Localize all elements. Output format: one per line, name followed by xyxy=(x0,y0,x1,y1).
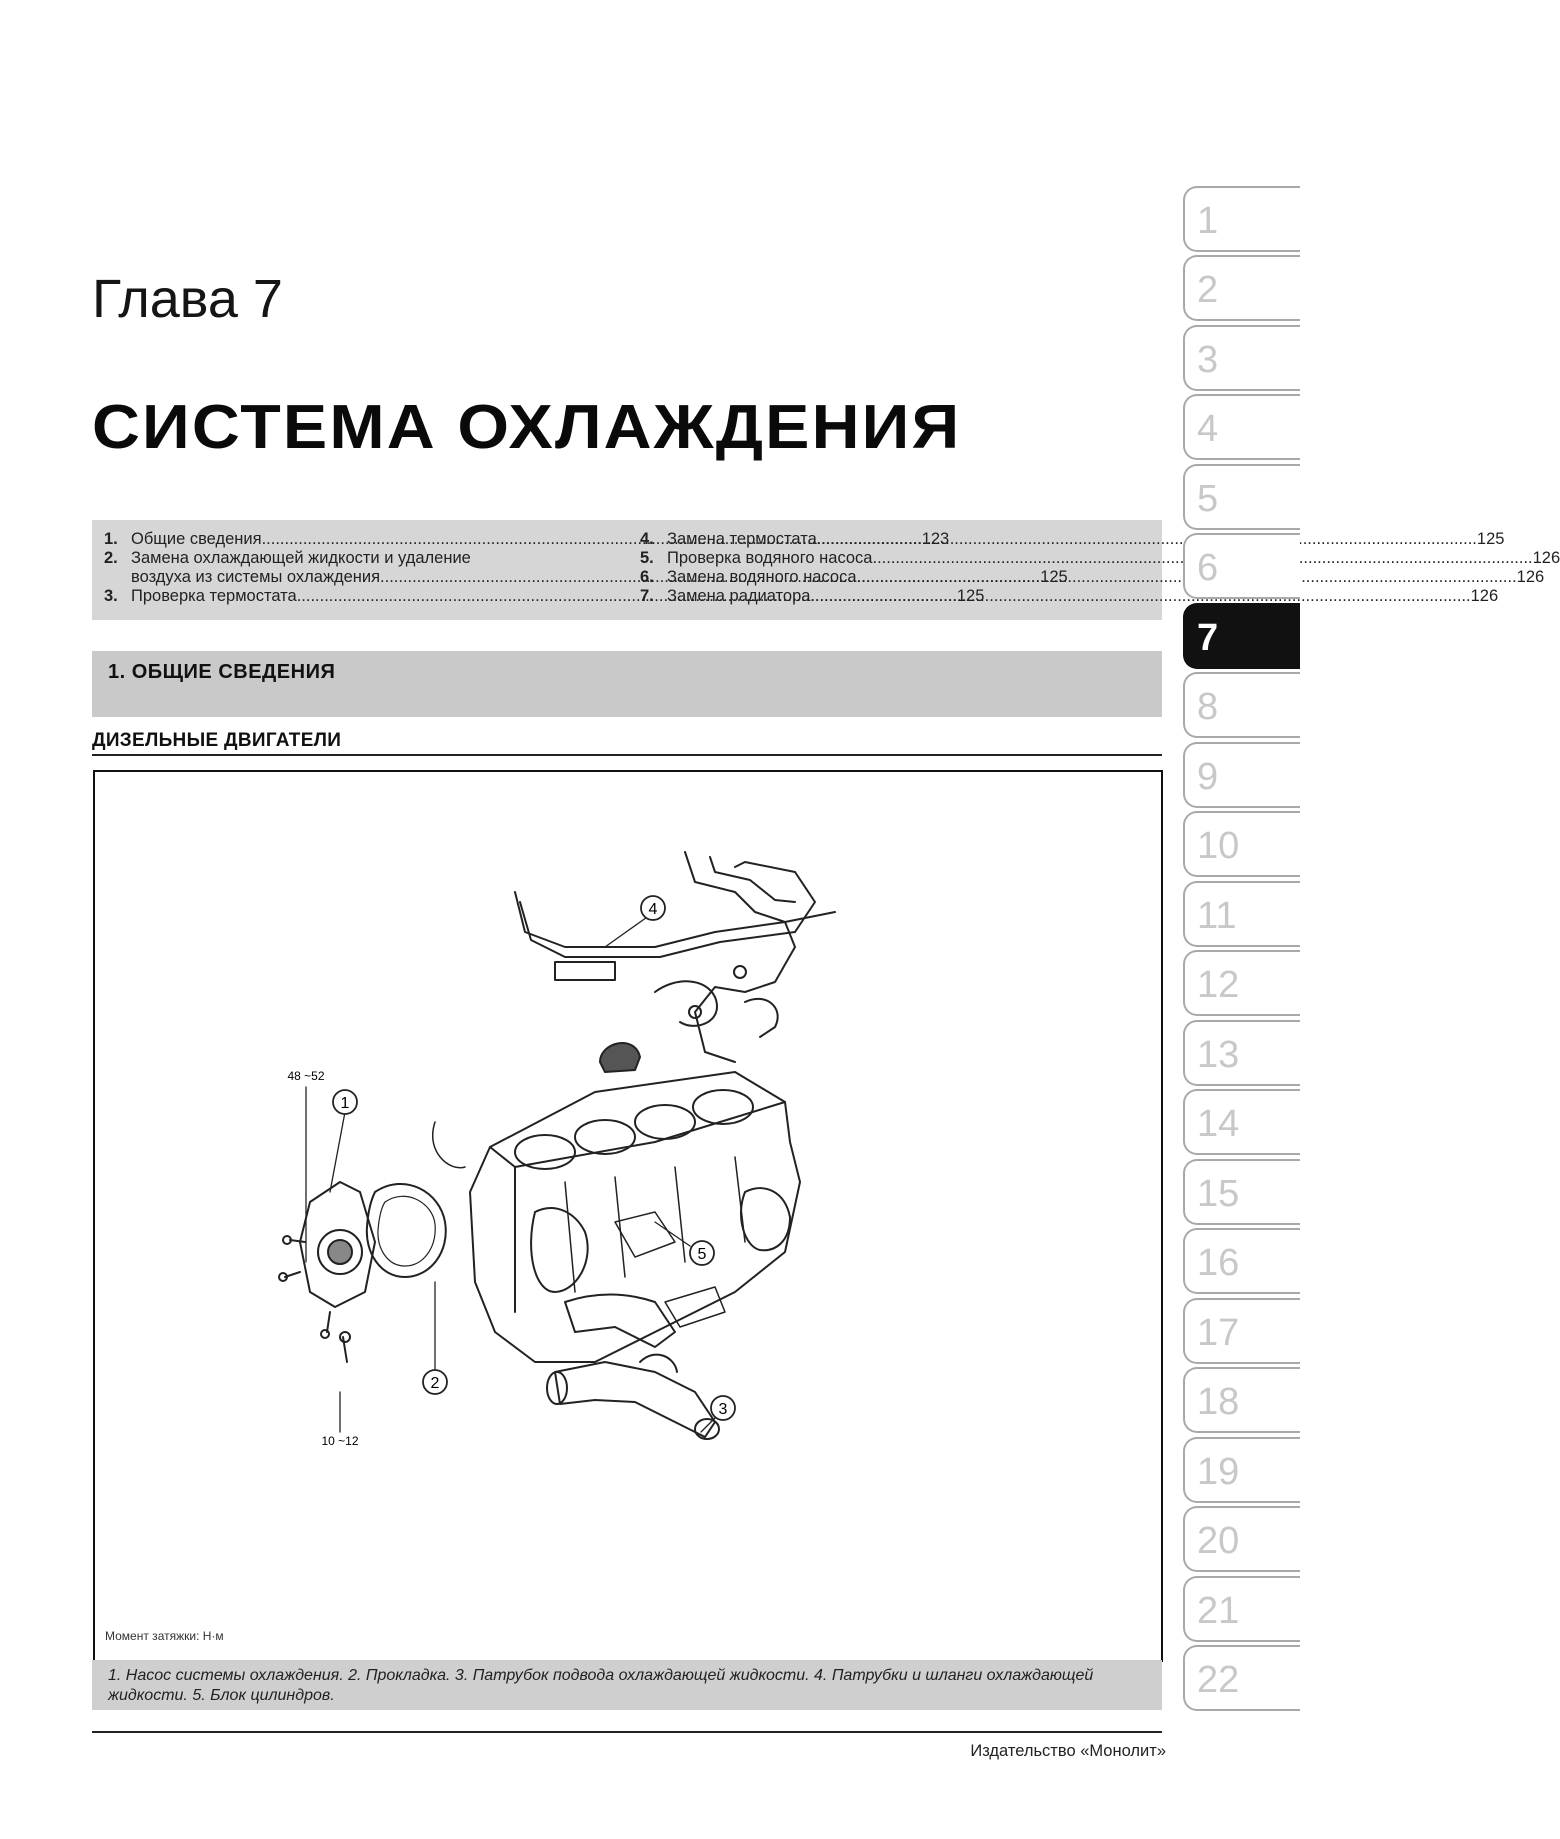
chapter-tab-label: 18 xyxy=(1197,1381,1240,1423)
toc-item[interactable] xyxy=(640,549,1560,568)
toc-item[interactable] xyxy=(640,530,1505,549)
chapter-tab-17[interactable] xyxy=(1183,1298,1300,1364)
figure-caption xyxy=(92,1660,1162,1710)
chapter-tab-7-active[interactable] xyxy=(1183,603,1300,669)
chapter-tab-label: 7 xyxy=(1197,617,1219,659)
toc-item-title: воздуха из системы охлаждения xyxy=(131,568,381,586)
toc-item-number xyxy=(104,568,131,587)
chapter-tab-label: 1 xyxy=(1197,200,1219,242)
callout-4-label: 4 xyxy=(648,901,658,918)
toc-item-title: Замена термостата xyxy=(667,530,817,548)
chapter-tab-14[interactable] xyxy=(1183,1089,1300,1155)
torque-value-small-bolts: 10 ~12 xyxy=(321,1434,359,1448)
toc-item-title: Замена водяного насоса xyxy=(667,568,857,586)
chapter-tab-label: 17 xyxy=(1197,1312,1240,1354)
toc-item[interactable] xyxy=(640,587,1499,606)
callout-2 xyxy=(423,1370,447,1394)
chapter-tab-4[interactable] xyxy=(1183,394,1300,460)
toc-item-title: Замена радиатора xyxy=(667,587,811,605)
chapter-tab-label: 8 xyxy=(1197,686,1219,728)
gasket-drawing xyxy=(367,1184,446,1277)
toc-item-number: 7. xyxy=(640,587,654,605)
chapter-tab-10[interactable] xyxy=(1183,811,1300,877)
chapter-tab-22[interactable] xyxy=(1183,1645,1300,1711)
chapter-tab-label: 15 xyxy=(1197,1173,1240,1215)
chapter-tab-label: 11 xyxy=(1197,895,1237,937)
section-header xyxy=(92,651,1162,717)
chapter-tab-label: 21 xyxy=(1197,1590,1240,1632)
toc-item-number: 1. xyxy=(104,530,118,548)
callout-3-label: 3 xyxy=(718,1401,728,1418)
toc-item-page: 125 xyxy=(1476,530,1505,548)
chapter-label: Глава 7 xyxy=(92,269,283,329)
chapter-tab-5[interactable] xyxy=(1183,464,1300,530)
callout-4 xyxy=(641,896,665,920)
callout-5 xyxy=(690,1241,714,1265)
chapter-tab-20[interactable] xyxy=(1183,1506,1300,1572)
callout-1 xyxy=(333,1090,357,1114)
engine-cooling-diagram xyxy=(95,772,1161,1660)
chapter-tab-21[interactable] xyxy=(1183,1576,1300,1642)
chapter-tab-label: 14 xyxy=(1197,1103,1240,1145)
toc-leader xyxy=(810,587,1470,606)
toc-item[interactable] xyxy=(104,549,616,568)
toc-item-page: 126 xyxy=(1470,587,1499,605)
chapter-tab-13[interactable] xyxy=(1183,1020,1300,1086)
figure-frame xyxy=(93,770,1163,1662)
toc-item-title: Общие сведения xyxy=(131,530,262,548)
toc-item-number: 6. xyxy=(640,568,654,586)
toc-item-page: 125 xyxy=(1040,568,1068,586)
toc-item-title: Проверка термостата xyxy=(131,587,297,605)
publisher-name: Издательство «Монолит» xyxy=(970,1742,1166,1760)
cylinder-block-drawing xyxy=(433,1043,800,1362)
chapter-tab-label: 2 xyxy=(1197,269,1219,311)
chapter-tab-15[interactable] xyxy=(1183,1159,1300,1225)
chapter-tab-label: 12 xyxy=(1197,964,1240,1006)
chapter-tab-label: 9 xyxy=(1197,756,1219,798)
chapter-tab-label: 3 xyxy=(1197,339,1219,381)
coolant-hoses-drawing xyxy=(515,852,835,1062)
chapter-tab-9[interactable] xyxy=(1183,742,1300,808)
chapter-tab-label: 16 xyxy=(1197,1242,1240,1284)
table-of-contents xyxy=(92,520,1560,620)
toc-item-number: 4. xyxy=(640,530,654,548)
chapter-tab-3[interactable] xyxy=(1183,325,1300,391)
section-title: 1. ОБЩИЕ СВЕДЕНИЯ xyxy=(108,661,336,683)
callout-5-label: 5 xyxy=(697,1246,707,1263)
chapter-tab-16[interactable] xyxy=(1183,1228,1300,1294)
chapter-tab-label: 20 xyxy=(1197,1520,1240,1562)
chapter-tab-label: 19 xyxy=(1197,1451,1240,1493)
chapter-tab-11[interactable] xyxy=(1183,881,1300,947)
subheading-rule xyxy=(92,754,1162,756)
chapter-tab-6[interactable] xyxy=(1183,533,1300,599)
chapter-tab-label: 22 xyxy=(1197,1659,1240,1701)
callout-3 xyxy=(711,1396,735,1420)
toc-item-page: 126 xyxy=(1532,549,1560,567)
chapter-tab-19[interactable] xyxy=(1183,1437,1300,1503)
callout-2-label: 2 xyxy=(430,1375,440,1392)
toc-item-number: 5. xyxy=(640,549,654,567)
toc-item[interactable] xyxy=(640,568,1545,587)
chapter-tab-18[interactable] xyxy=(1183,1367,1300,1433)
chapter-tab-label: 13 xyxy=(1197,1034,1240,1076)
torque-value-pump-bolts: 48 ~52 xyxy=(287,1069,325,1083)
toc-item-title: Замена охлаждающей жидкости и удаление xyxy=(131,549,471,567)
chapter-tab-label: 10 xyxy=(1197,825,1240,867)
chapter-tab-2[interactable] xyxy=(1183,255,1300,321)
chapter-tab-label: 5 xyxy=(1197,478,1219,520)
toc-item-page: 125 xyxy=(956,587,985,605)
callout-1-label: 1 xyxy=(340,1095,350,1112)
chapter-tab-1[interactable] xyxy=(1183,186,1300,252)
toc-item-page: 123 xyxy=(921,530,950,548)
water-pump-drawing xyxy=(279,1182,375,1362)
chapter-tab-label: 6 xyxy=(1197,547,1219,589)
toc-leader xyxy=(817,530,1477,549)
chapter-tab-8[interactable] xyxy=(1183,672,1300,738)
toc-item-title: Проверка водяного насоса xyxy=(667,549,873,567)
torque-note: Момент затяжки: Н·м xyxy=(105,1629,224,1643)
chapter-title: СИСТЕМА ОХЛАЖДЕНИЯ xyxy=(92,393,962,462)
footer-rule xyxy=(92,1731,1162,1733)
chapter-tab-12[interactable] xyxy=(1183,950,1300,1016)
chapter-tab-label: 4 xyxy=(1197,408,1219,450)
toc-item-page: 126 xyxy=(1516,568,1545,586)
figure-caption-text: 1. Насос системы охлаждения. 2. Прокладка. 3. Патрубок подвода охлаждающей жидкости. 4. Патрубки и шланги охлаждающей жидкости. 5. Блок цилиндров. xyxy=(108,1667,1094,1704)
toc-item-number: 3. xyxy=(104,587,118,605)
toc-item-number: 2. xyxy=(104,549,118,567)
subheading: ДИЗЕЛЬНЫЕ ДВИГАТЕЛИ xyxy=(92,730,342,751)
toc-column-right xyxy=(640,530,1560,606)
